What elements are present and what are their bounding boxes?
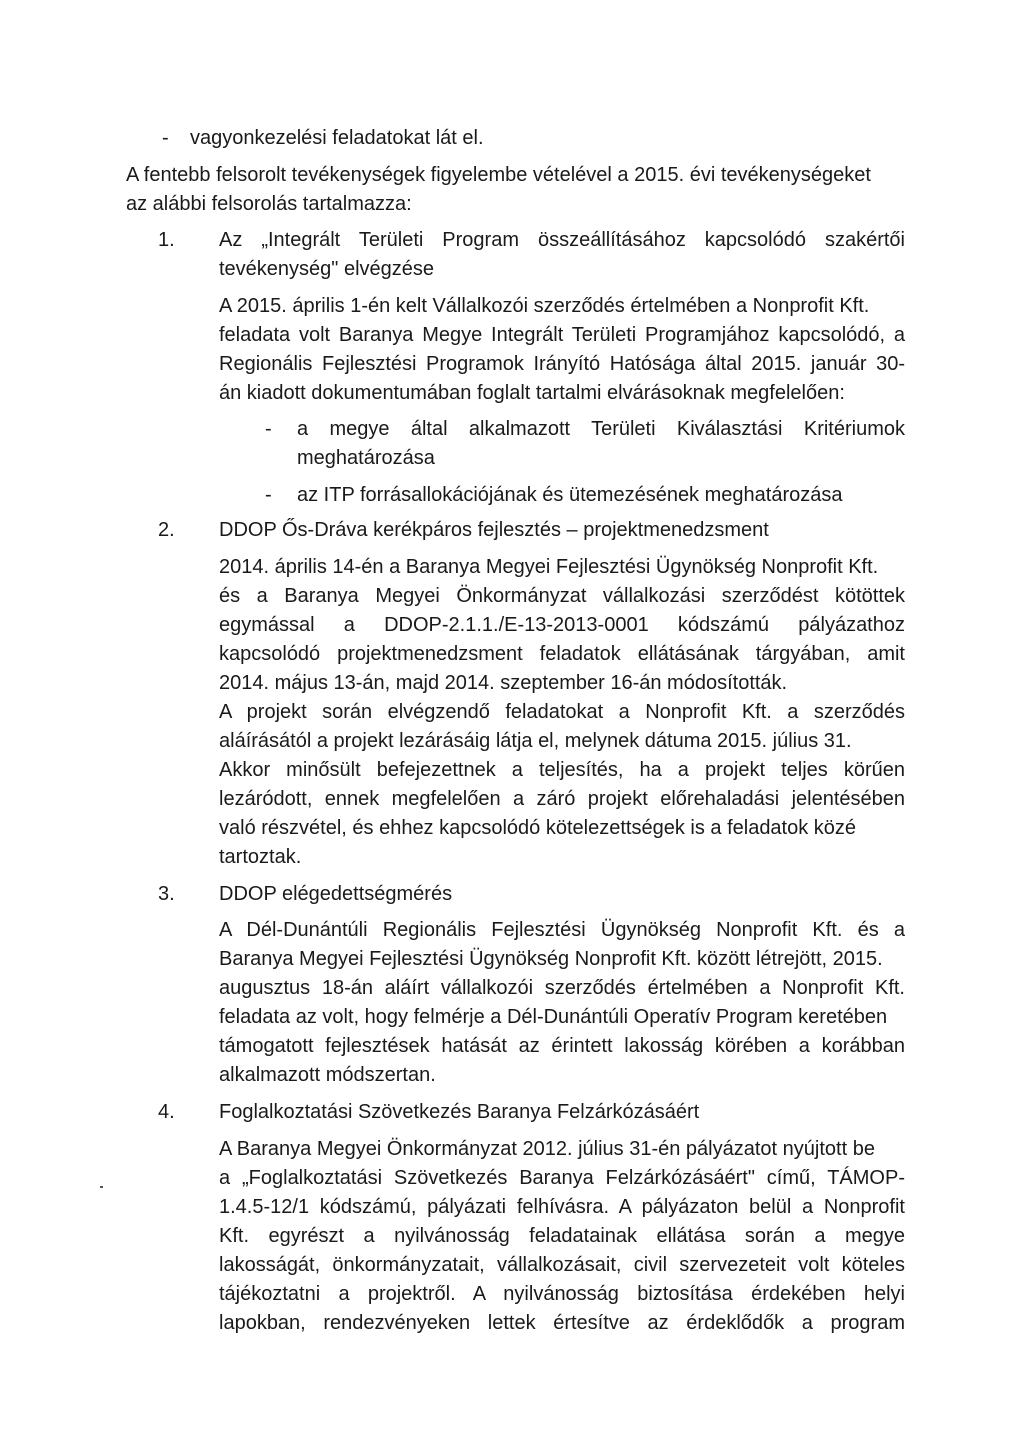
item-body-line: a „Foglalkoztatási Szövetkezés Baranya Felzárkózásáért" című, TÁMOP- [219, 1167, 905, 1189]
scan-speck [100, 1186, 103, 1188]
item-body-line: alkalmazott módszertan. [219, 1064, 436, 1086]
item-body-line: lapokban, rendezvényeken lettek értesítve az érdeklődők a program [219, 1312, 905, 1334]
item-body-line: 2014. április 14-én a Baranya Megyei Fejlesztési Ügynökség Nonprofit Kft. [219, 556, 879, 578]
item-title-line: Az „Integrált Területi Program összeállításához kapcsolódó szakértői [219, 229, 905, 251]
item-body-line: tájékoztatni a projektről. A nyilvánosság biztosítása érdekében helyi [219, 1283, 905, 1305]
item-body-line: 1.4.5-12/1 kódszámú, pályázati felhívásra. A pályázaton belül a Nonprofit [219, 1196, 905, 1218]
intro-paragraph-line: A fentebb felsorolt tevékenységek figyelembe vételével a 2015. évi tevékenységeket [126, 164, 871, 186]
item-title-line: DDOP Ős-Dráva kerékpáros fejlesztés – projektmenedzsment [219, 519, 769, 541]
item-body-line: egymással a DDOP-2.1.1./E-13-2013-0001 kódszámú pályázathoz [219, 614, 905, 636]
item-number: 3. [158, 883, 175, 905]
subbullet-dash: - [265, 484, 272, 506]
item-body-line: Akkor minősült befejezettnek a teljesítés, ha a projekt teljes körűen [219, 759, 905, 781]
item-body-line: A projekt során elvégzendő feladatokat a Nonprofit Kft. a szerződés [219, 701, 905, 723]
subbullet-line: az ITP forrásallokációjának és ütemezésének meghatározása [297, 484, 843, 506]
subbullet-dash: - [265, 418, 272, 440]
item-body-line: támogatott fejlesztések hatását az érintett lakosság körében a korábban [219, 1035, 905, 1057]
item-body-line: lakosságát, önkormányzatait, vállalkozásait, civil szervezeteit volt köteles [219, 1254, 905, 1276]
intro-bullet-dash: - [162, 127, 169, 149]
item-number: 4. [158, 1101, 175, 1123]
item-body-line: aláírásától a projekt lezárásáig látja el, melynek dátuma 2015. július 31. [219, 730, 852, 752]
item-body-line: kapcsolódó projektmenedzsment feladatok ellátásának tárgyában, amit [219, 643, 905, 665]
item-number: 1. [158, 229, 175, 251]
item-title-line: tevékenység" elvégzése [219, 258, 435, 280]
item-body-line: Regionális Fejlesztési Programok Irányító Hatósága által 2015. január 30- [219, 353, 905, 375]
intro-paragraph-line: az alábbi felsorolás tartalmazza: [126, 193, 412, 215]
item-body-line: való részvétel, és ehhez kapcsolódó kötelezettségek is a feladatok közé [219, 817, 857, 839]
item-title-line: DDOP elégedettségmérés [219, 883, 453, 905]
intro-bullet-text: vagyonkezelési feladatokat lát el. [190, 127, 484, 149]
item-body-line: A 2015. április 1-én kelt Vállalkozói szerződés értelmében a Nonprofit Kft. [219, 295, 870, 317]
item-body-line: Baranya Megyei Fejlesztési Ügynökség Nonprofit Kft. között létrejött, 2015. [219, 948, 883, 970]
item-number: 2. [158, 519, 175, 541]
item-title-line: Foglalkoztatási Szövetkezés Baranya Felzárkózásáért [219, 1101, 700, 1123]
item-body-line: lezáródott, ennek megfelelően a záró projekt előrehaladási jelentésében [219, 788, 905, 810]
item-body-line: tartoztak. [219, 846, 302, 868]
item-body-line: augusztus 18-án aláírt vállalkozói szerződés értelmében a Nonprofit Kft. [219, 977, 905, 999]
item-body-line: 2014. május 13-án, majd 2014. szeptember 16-án módosították. [219, 672, 788, 694]
item-body-line: A Dél-Dunántúli Regionális Fejlesztési Ügynökség Nonprofit Kft. és a [219, 919, 905, 941]
item-body-line: A Baranya Megyei Önkormányzat 2012. július 31-én pályázatot nyújtott be [219, 1138, 875, 1160]
item-body-line: Kft. egyrészt a nyilvánosság feladatainak ellátása során a megye [219, 1225, 905, 1247]
item-body-line: és a Baranya Megyei Önkormányzat vállalkozási szerződést kötöttek [219, 585, 905, 607]
subbullet-line: meghatározása [297, 447, 435, 469]
item-body-line: feladata volt Baranya Megye Integrált Területi Programjához kapcsolódó, a [219, 324, 905, 346]
item-body-line: feladata az volt, hogy felmérje a Dél-Dunántúli Operatív Program keretében [219, 1006, 888, 1028]
item-body-line: án kiadott dokumentumában foglalt tartalmi elvárásoknak megfelelően: [219, 382, 845, 404]
subbullet-line: a megye által alkalmazott Területi Kiválasztási Kritériumok [297, 418, 905, 440]
